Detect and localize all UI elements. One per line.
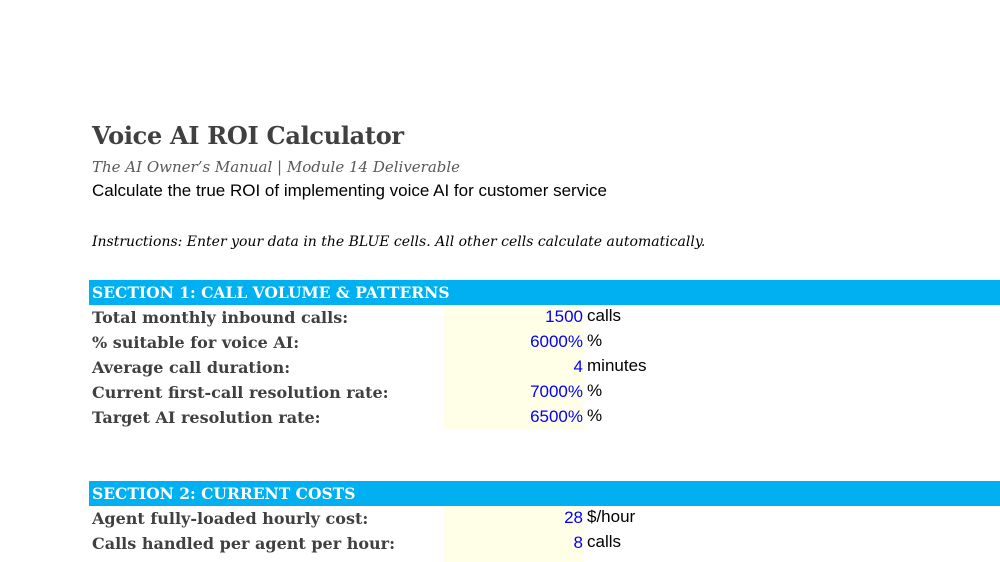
input-row-agent-hourly-cost: [0, 506, 1000, 531]
input-row-suitable-percent: [0, 330, 1000, 355]
unit-label: calls: [587, 306, 622, 325]
input-label: Current first-call resolution rate:: [92, 383, 389, 402]
input-label: Total monthly inbound calls:: [92, 308, 349, 327]
input-cell-ai-resolution-rate[interactable]: 6500%: [530, 407, 583, 426]
page-subtitle: The AI Owner’s Manual | Module 14 Deliverable: [92, 158, 461, 176]
unit-label: $/hour: [587, 507, 636, 526]
unit-label: %: [587, 381, 603, 400]
input-cell-monthly-calls[interactable]: 1500: [545, 307, 583, 326]
input-cell-suitable-percent[interactable]: 6000%: [530, 332, 583, 351]
section-2-title: SECTION 2: CURRENT COSTS: [92, 484, 356, 503]
input-row-call-duration: [0, 355, 1000, 380]
unit-label: calls: [587, 532, 622, 551]
section-2-header: [89, 481, 1000, 506]
input-label: % suitable for voice AI:: [92, 333, 300, 352]
input-row-ai-resolution-rate: [0, 405, 1000, 430]
unit-label: minutes: [587, 356, 647, 375]
input-label: Average call duration:: [92, 358, 291, 377]
input-row-calls-per-hour: [0, 531, 1000, 556]
input-row-monthly-calls: [0, 305, 1000, 330]
section-1-header: [89, 280, 1000, 305]
input-label: Calls handled per agent per hour:: [92, 534, 396, 553]
unit-label: %: [587, 406, 603, 425]
instructions-text: Instructions: Enter your data in the BLUE cells. All other cells calculate automatically.: [92, 234, 706, 250]
input-cell-calls-per-hour[interactable]: 8: [573, 533, 583, 552]
input-cell-call-duration[interactable]: 4: [573, 357, 583, 376]
input-label: Target AI resolution rate:: [92, 408, 321, 427]
section-1-title: SECTION 1: CALL VOLUME & PATTERNS: [92, 283, 450, 302]
input-cell-fcr-rate[interactable]: 7000%: [530, 382, 583, 401]
unit-label: %: [587, 331, 603, 350]
page-title: Voice AI ROI Calculator: [92, 121, 404, 150]
page-description: Calculate the true ROI of implementing voice AI for customer service: [92, 181, 607, 200]
input-row-fcr-rate: [0, 380, 1000, 405]
input-cell-agent-hourly-cost[interactable]: 28: [564, 508, 583, 527]
input-label: Agent fully-loaded hourly cost:: [92, 509, 369, 528]
